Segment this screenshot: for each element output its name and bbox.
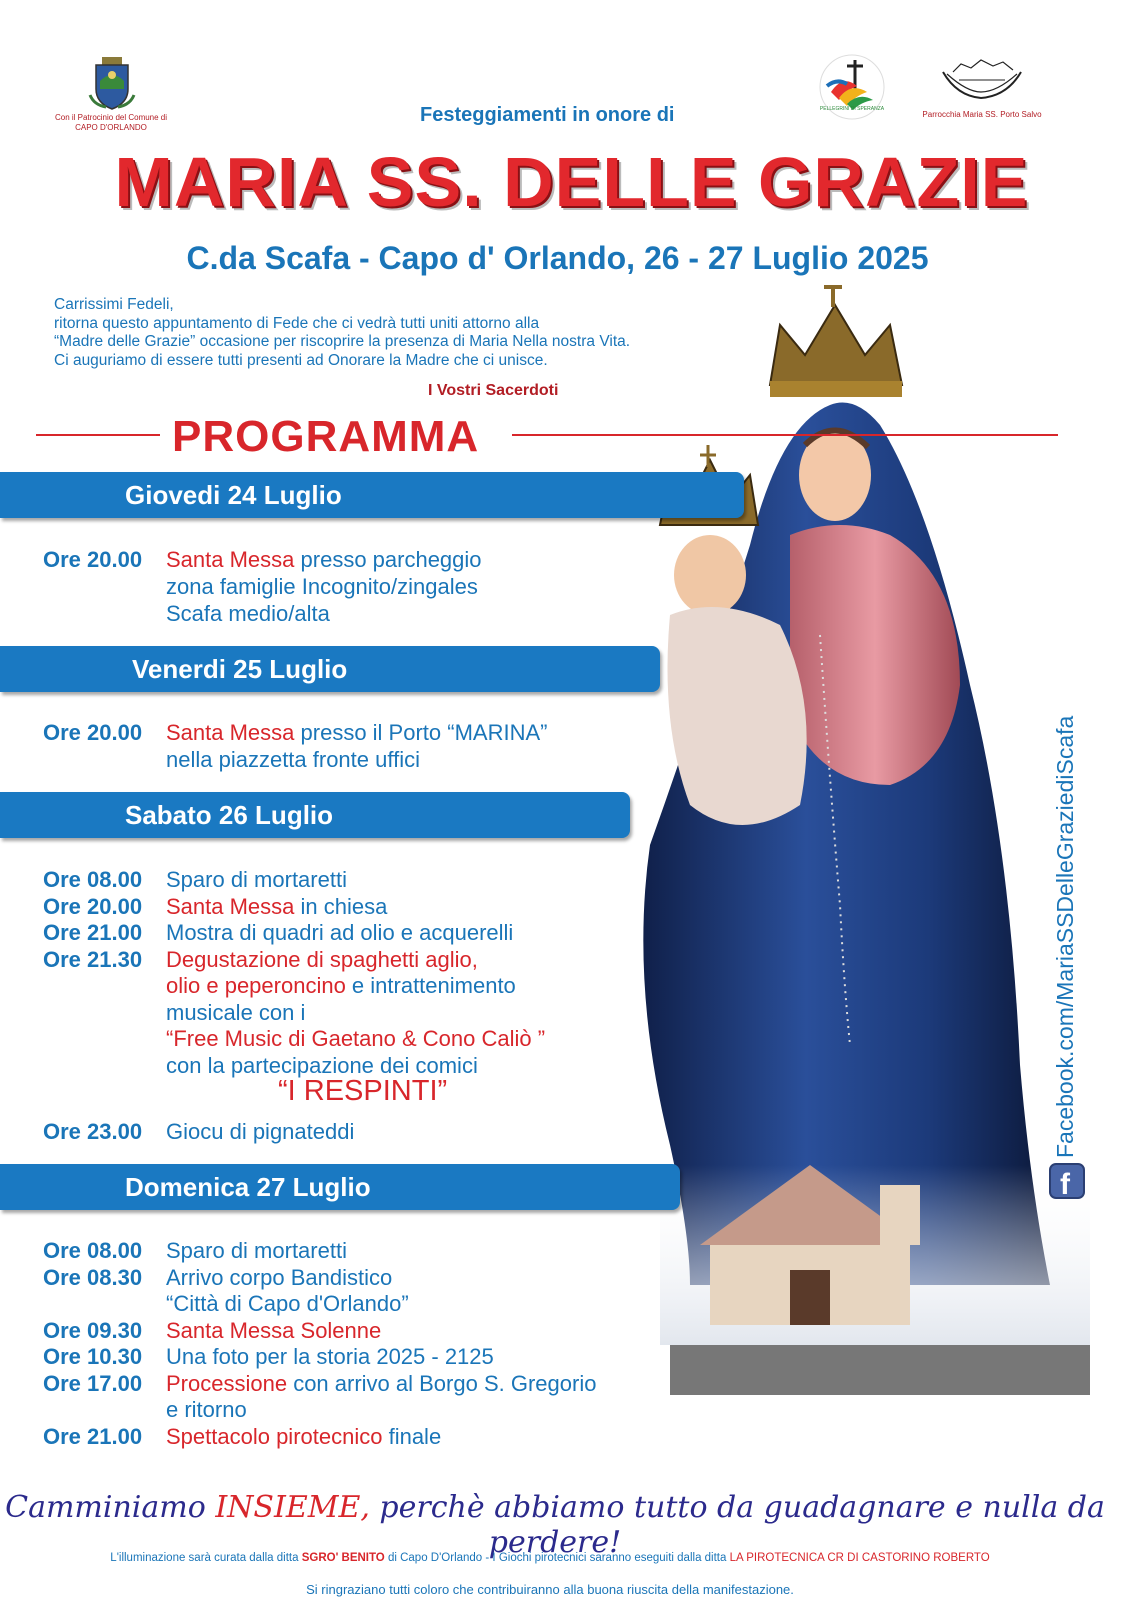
day-events-domenica [0, 1237, 640, 1449]
event-desc: olio e peperoncino e intrattenimento [166, 973, 516, 998]
event-row [0, 1396, 640, 1423]
day-events-venerdi [0, 719, 640, 773]
day-label: Venerdi 25 Luglio [132, 654, 348, 684]
event-time: Ore 21.00 [43, 1423, 143, 1449]
event-row [0, 866, 640, 893]
event-row [0, 919, 640, 946]
event-row [0, 600, 640, 627]
event-location-date: C.da Scafa - Capo d' Orlando, 26 - 27 Luglio 2025 [186, 240, 929, 276]
event-desc: Una foto per la storia 2025 - 2125 [166, 1344, 494, 1369]
event-desc: zona famiglie Incognito/zingales [166, 574, 478, 599]
programma-rule-right [512, 434, 1058, 436]
event-time: Ore 20.00 [43, 720, 143, 745]
svg-text:f: f [1060, 1168, 1070, 1201]
letter-line: Carrissimi Fedeli, [54, 296, 174, 313]
event-row [0, 1290, 640, 1317]
event-desc: Giocu di pignateddi [166, 1119, 355, 1144]
event-desc: Mostra di quadri ad olio e acquerelli [166, 920, 514, 945]
facebook-icon[interactable] [1046, 1162, 1086, 1202]
event-desc: con la partecipazione dei comici [166, 1052, 478, 1078]
event-desc: Santa Messa in chiesa [166, 893, 388, 919]
day-header-sabato [0, 792, 630, 838]
letter-line: “Madre delle Grazie” occasione per riscoprire la presenza di Maria Nella nostra Vita. [54, 333, 631, 350]
event-row [0, 1237, 640, 1264]
parrocchia-hands-logo [937, 52, 1027, 106]
event-row [0, 1264, 640, 1291]
letter-line: ritorna questo appuntamento di Fede che ci vedrà tutti uniti attorno alla [54, 314, 540, 332]
comedians-highlight: “I RESPINTI” [278, 1075, 448, 1107]
day-header-venerdi [0, 646, 660, 692]
motto: Camminiamo INSIEME, perchè abbiamo tutto da guadagnare e nulla da perdere! [5, 1490, 1105, 1560]
day-header-giovedi [0, 472, 744, 518]
event-row [0, 1423, 640, 1450]
event-row [0, 946, 640, 973]
event-row [0, 999, 640, 1026]
thanks-line: Si ringraziano tutti coloro che contribuiranno alla buona riuscita della manifestazione. [306, 1582, 794, 1597]
festeggiamenti-label: Festeggiamenti in onore di [420, 104, 675, 126]
facebook-url[interactable]: Facebook.com/MariaSSDelleGraziediScafa [1052, 715, 1078, 1158]
credits-line: L'illuminazione sarà curata dalla ditta SGRO' BENITO di Capo D'Orlando - I Giochi pirotecnici saranno eseguiti dalla ditta LA PIROTECNICA CR DI CASTORINO ROBERTO [110, 1552, 990, 1564]
comune-caption: Con il Patrocinio del Comune di CAPO D'ORLANDO [54, 113, 168, 132]
programma-rule-left [36, 434, 160, 436]
event-time: Ore 20.00 [43, 547, 143, 572]
event-time: Ore 08.00 [43, 1238, 143, 1263]
event-time: Ore 20.00 [43, 893, 143, 919]
event-time: Ore 09.30 [43, 1317, 143, 1343]
event-row [0, 746, 640, 773]
pellegrini-logo-text: PELLEGRINI DI SPERANZA [819, 106, 885, 112]
comune-crest-logo [86, 55, 138, 111]
main-title: MARIA SS. DELLE GRAZIE [114, 143, 1029, 221]
parrocchia-caption: Parrocchia Maria SS. Porto Salvo [922, 110, 1042, 119]
day-events-sabato [0, 866, 640, 1145]
event-desc: Santa Messa Solenne [166, 1317, 382, 1343]
event-time: Ore 10.30 [43, 1344, 143, 1369]
event-row [0, 1025, 640, 1052]
event-desc: Santa Messa presso parcheggio [166, 547, 482, 572]
event-time: Ore 17.00 [43, 1370, 143, 1396]
day-label: Sabato 26 Luglio [125, 800, 334, 830]
event-desc: musicale con i [166, 999, 306, 1025]
day-label: Giovedi 24 Luglio [125, 480, 342, 510]
event-row [0, 972, 640, 999]
event-row [0, 1075, 640, 1118]
event-desc: Scafa medio/alta [166, 601, 330, 626]
event-row [0, 893, 640, 920]
event-row [0, 546, 640, 573]
event-desc: e ritorno [166, 1397, 247, 1422]
event-desc: Arrivo corpo Bandistico [166, 1264, 393, 1290]
event-desc: Spettacolo pirotecnico finale [166, 1423, 442, 1449]
day-events-giovedi [0, 546, 640, 636]
madonna-statue-image [630, 285, 1090, 1410]
event-desc: “Città di Capo d'Orlando” [166, 1291, 409, 1316]
event-time: Ore 21.00 [43, 920, 143, 945]
day-label: Domenica 27 Luglio [125, 1172, 371, 1202]
event-desc: Degustazione di spaghetti aglio, [166, 946, 478, 972]
event-row [0, 1317, 640, 1344]
event-desc: Processione con arrivo al Borgo S. Gregorio [166, 1370, 597, 1396]
event-row [0, 573, 640, 600]
event-row [0, 719, 640, 746]
event-time: Ore 21.30 [43, 946, 143, 972]
event-time: Ore 08.00 [43, 867, 143, 892]
event-desc: “Free Music di Gaetano & Cono Caliò ” [166, 1026, 546, 1051]
letter-signature: I Vostri Sacerdoti [428, 382, 559, 399]
event-time: Ore 23.00 [43, 1119, 143, 1144]
event-desc: Santa Messa presso il Porto “MARINA” [166, 720, 548, 745]
priests-letter [54, 296, 630, 370]
letter-line: Ci auguriamo di essere tutti presenti ad Onorare la Madre che ci unisce. [54, 351, 548, 369]
event-row [0, 1343, 640, 1370]
event-desc: Sparo di mortaretti [166, 867, 347, 892]
event-desc: nella piazzetta fronte uffici [166, 747, 420, 772]
event-desc: Sparo di mortaretti [166, 1238, 347, 1263]
event-row [0, 1118, 640, 1145]
event-row [0, 1370, 640, 1397]
day-header-domenica [0, 1164, 680, 1210]
programma-heading: PROGRAMMA [172, 412, 480, 461]
event-time: Ore 08.30 [43, 1264, 143, 1290]
